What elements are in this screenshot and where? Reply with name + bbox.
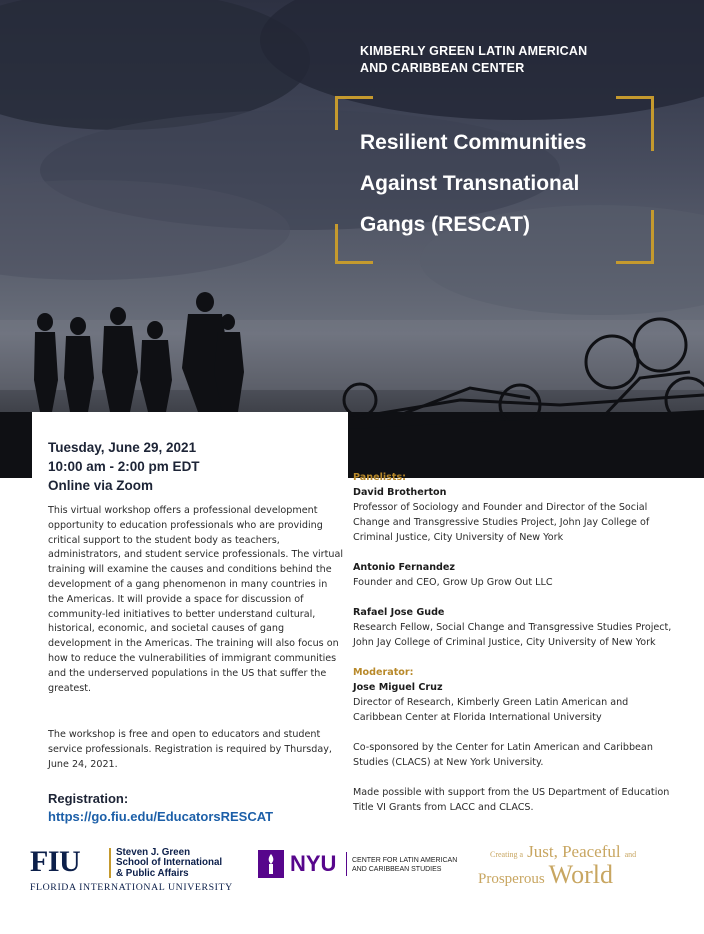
tagline-logo (478, 842, 668, 898)
tag-creating: Creating a (490, 850, 524, 859)
fiu-divider (109, 848, 111, 878)
event-details-panel (32, 412, 348, 832)
event-time: 10:00 am - 2:00 pm EDT (48, 459, 200, 474)
moderator-role: Director of Research, Kimberly Green Latin American and Caribbean Center at Florida International University (353, 697, 629, 723)
registration-label: Registration: (48, 791, 129, 806)
nyu-center-line-2: AND CARIBBEAN STUDIES (352, 866, 442, 873)
tag-and: and (624, 850, 637, 859)
fiu-university-name: FLORIDA INTERNATIONAL UNIVERSITY (30, 882, 233, 893)
tag-just: Just, Peaceful (527, 842, 621, 861)
org-name (360, 43, 587, 77)
tag-world: World (548, 860, 614, 889)
event-location: Online via Zoom (48, 478, 154, 493)
panelists-label: Panelists: (353, 472, 407, 483)
nyu-divider (346, 852, 347, 876)
nyu-wordmark: NYU (290, 851, 337, 876)
panelist-role: Research Fellow, Social Change and Transgressive Studies Project, John Jay College of Criminal Justice, City University of New York (353, 622, 672, 648)
event-title (360, 122, 650, 245)
panelist-name: Rafael Jose Gude (353, 607, 445, 618)
event-date: Tuesday, June 29, 2021 (48, 440, 197, 455)
tag-prosperous: Prosperous (478, 871, 545, 887)
tagline-line-2 (478, 860, 613, 890)
org-line-1: KIMBERLY GREEN LATIN AMERICAN (360, 44, 588, 58)
org-line-2: AND CARIBBEAN CENTER (360, 61, 525, 75)
panelist-role: Founder and CEO, Grow Up Grow Out LLC (353, 577, 553, 588)
fiu-school-line-1: Steven J. Green (116, 847, 191, 858)
fiu-letters: FIU (30, 845, 81, 878)
free-note: The workshop is free and open to educators and student service professionals. Registration is required by Thursday, June 24, 2021. (48, 729, 332, 770)
moderator-label: Moderator: (353, 667, 414, 678)
registration-link[interactable]: https://go.fiu.edu/EducatorsRESCAT (48, 809, 274, 824)
fiu-school-name (116, 848, 222, 879)
title-line-3: Gangs (RESCAT) (360, 213, 530, 236)
panelist-name: Antonio Fernandez (353, 562, 455, 573)
nyu-logo (258, 848, 468, 882)
moderator-name: Jose Miguel Cruz (353, 682, 443, 693)
cosponsor-note: Co-sponsored by the Center for Latin American and Caribbean Studies (CLACS) at New York University. (353, 742, 653, 768)
title-line-2: Against Transnational (360, 172, 580, 195)
event-description: This virtual workshop offers a professional development opportunity to education professionals who are providing critical support to the student body as teachers, administrators, and student service professionals. The virtual training will examine the causes and conditions behind the development of a gang phenomenon in many countries in the Americas. It will provide a space for discussion of community-led initiatives to better understand cultural, historical, economic, and societal causes of gang development in the Americas. The training will also focus on how to reduce the vulnerabilities of immigrant communities and the underserved populations in the US that suffer the greatest. (48, 505, 344, 694)
panelist-role: Professor of Sociology and Founder and Director of the Social Change and Transgressive Studies Project, John Jay College of Criminal Justice, City University of New York (353, 502, 650, 543)
fiu-logo (30, 844, 250, 896)
nyu-center-line-1: CENTER FOR LATIN AMERICAN (352, 857, 458, 864)
nyu-torch-icon (258, 850, 284, 878)
fiu-school-line-2: School of International (116, 857, 223, 869)
fiu-school-line-3: & Public Affairs (116, 867, 189, 879)
panelist-name: David Brotherton (353, 487, 447, 498)
title-line-1: Resilient Communities (360, 131, 587, 154)
event-when (48, 438, 200, 495)
speakers-column (353, 470, 673, 815)
tagline-line-1 (490, 842, 636, 862)
nyu-center-name (352, 856, 457, 874)
support-note: Made possible with support from the US Department of Education Title VI Grants from LACC and CLACS. (353, 787, 670, 813)
